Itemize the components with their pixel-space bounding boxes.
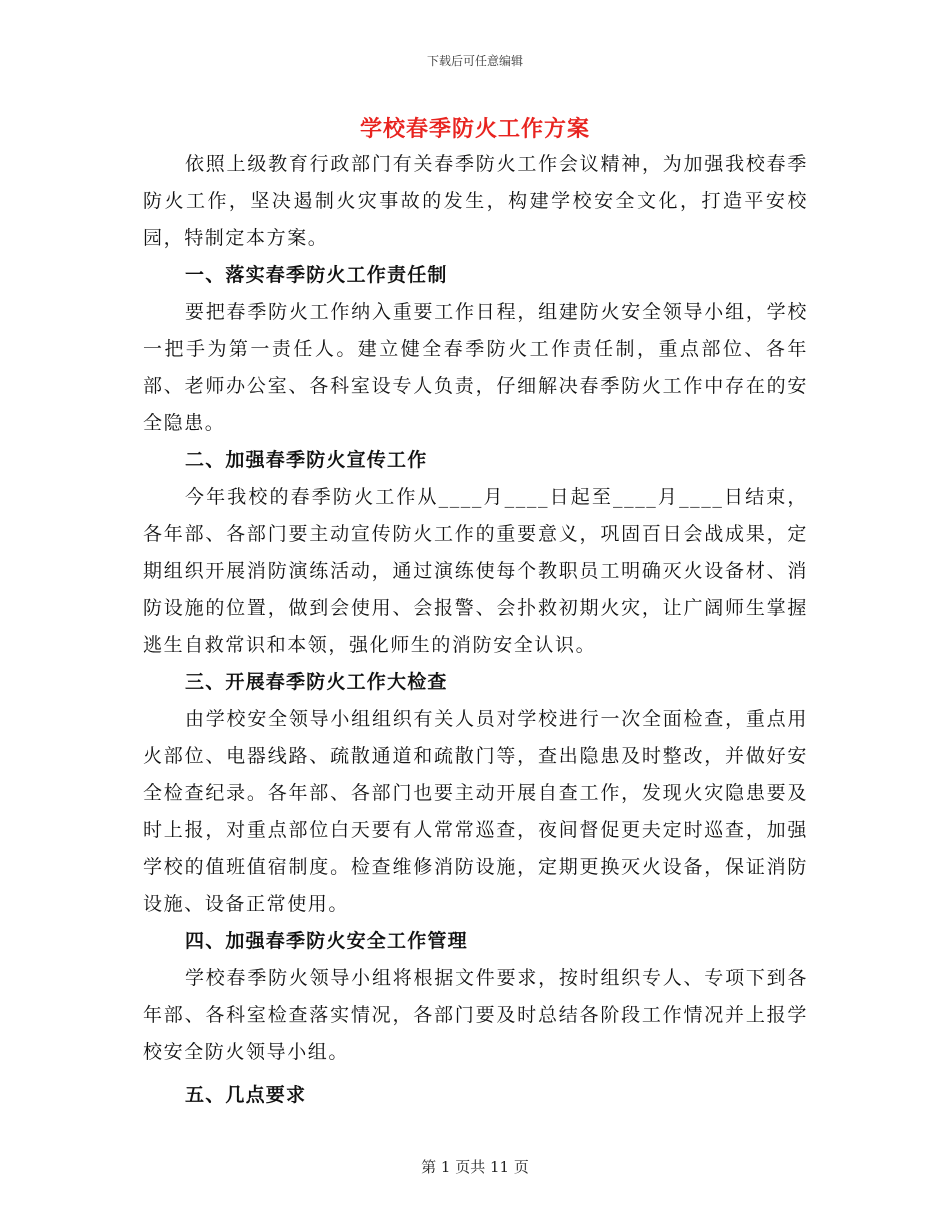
document-title: 学校春季防火工作方案 <box>359 116 590 142</box>
section-heading-4: 四、加强春季防火安全工作管理 <box>185 930 468 952</box>
section-heading-1: 一、落实春季防火工作责任制 <box>185 264 448 286</box>
section-body-2: 今年我校的春季防火工作从____月____日起至____月____日结束，各年部、各部门要主动宣传防火工作的重要意义，巩固百日会战成果，定期组织开展消防演练活动，通过演练使每个教职员工明确灭火设备材、消防设施的位置，做到会使用、会报警、会扑救初期火灾，让广阔师生掌握逃生自救常识和本领，强化师生的消防安全认识。 <box>143 486 808 656</box>
section-heading-3: 三、开展春季防火工作大检查 <box>185 671 448 693</box>
section-body-4: 学校春季防火领导小组将根据文件要求，按时组织专人、专项下到各年部、各科室检查落实情况，各部门要及时总结各阶段工作情况并上报学校安全防火领导小组。 <box>143 967 808 1063</box>
section-body-1: 要把春季防火工作纳入重要工作日程，组建防火安全领导小组，学校一把手为第一责任人。建立健全春季防火工作责任制，重点部位、各年部、老师办公室、各科室设专人负责，仔细解决春季防火工作中存在的安全隐患。 <box>143 301 808 434</box>
section-heading-2: 二、加强春季防火宣传工作 <box>185 449 428 471</box>
section-body-3: 由学校安全领导小组组织有关人员对学校进行一次全面检查，重点用火部位、电器线路、疏散通道和疏散门等，查出隐患及时整改，并做好安全检查纪录。各年部、各部门也要主动开展自查工作，发现火灾隐患要及时上报，对重点部位白天要有人常常巡查，夜间督促更夫定时巡查，加强学校的值班值宿制度。检查维修消防设施，定期更换灭火设备，保证消防设施、设备正常使用。 <box>143 708 808 915</box>
intro-paragraph: 依照上级教育行政部门有关春季防火工作会议精神，为加强我校春季防火工作，坚决遏制火灾事故的发生，构建学校安全文化，打造平安校园，特制定本方案。 <box>143 153 808 249</box>
section-heading-5: 五、几点要求 <box>185 1084 307 1106</box>
page-footer: 第 1 页共 11 页 <box>421 1158 529 1176</box>
page-header: 下载后可任意编辑 <box>426 54 523 68</box>
document-body <box>143 146 808 1114</box>
